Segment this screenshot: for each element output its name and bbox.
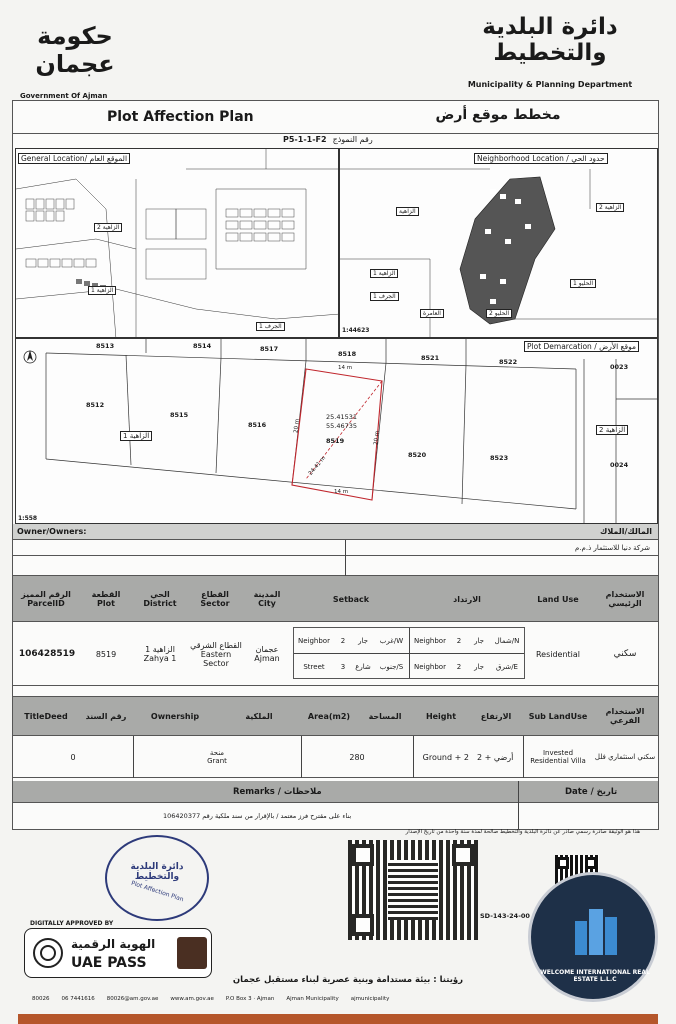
plot-number-label: 8521 bbox=[421, 354, 440, 362]
header-parcel-id-ar: الرقم المميز bbox=[21, 590, 71, 599]
title-arabic: مخطط موقع أرض bbox=[435, 107, 561, 123]
neighborhood-zone-tag: العامرة bbox=[420, 309, 444, 318]
gov-logo-arabic: حكومة عجمان bbox=[35, 22, 115, 78]
form-number-label: رقم النموذج bbox=[332, 135, 373, 144]
date-label: Date / تاريخ bbox=[565, 787, 618, 797]
header-parcel-id-en: ParcelID bbox=[27, 599, 65, 608]
header-district-ar: الحي bbox=[150, 590, 170, 599]
header-area-ar: المساحة bbox=[368, 711, 402, 721]
title-english: Plot Affection Plan bbox=[107, 109, 254, 125]
plot-affection-sheet bbox=[12, 100, 659, 830]
ownership-value-en: Grant bbox=[207, 757, 227, 765]
neighborhood-zone-tag: الجرف 1 bbox=[370, 292, 399, 301]
plot-number-label: 8513 bbox=[96, 342, 115, 350]
general-zone-tag: الزاهية 2 bbox=[94, 223, 122, 232]
plot-value: 8519 bbox=[95, 649, 117, 659]
header-plot-en: Plot bbox=[97, 599, 115, 608]
header-sub-land-use: Sub LandUse bbox=[528, 711, 588, 721]
sector-value-en: Eastern Sector bbox=[200, 649, 232, 668]
setback-type-ar: جار bbox=[474, 636, 484, 645]
header-height: Height bbox=[425, 711, 457, 721]
header-parcel-id bbox=[13, 576, 79, 622]
plot-number-label: 8519 bbox=[326, 437, 345, 445]
owner-spacer-row bbox=[13, 556, 658, 576]
dimension-label: 20 m bbox=[293, 418, 301, 434]
setback-meters: 2 bbox=[340, 636, 346, 645]
form-number bbox=[283, 135, 373, 144]
plot-number-label: 8522 bbox=[499, 358, 518, 366]
verification-qr-code bbox=[348, 840, 478, 940]
setback-type-ar: جار bbox=[358, 636, 368, 645]
general-location-label: General Location/ الموقع العام bbox=[18, 153, 130, 164]
plot-number-label: 8514 bbox=[193, 342, 212, 350]
header-area: Area(m2) bbox=[307, 711, 351, 721]
height-value-en: Ground + 2 bbox=[422, 752, 469, 762]
height-value-ar: أرضي + 2 bbox=[476, 752, 514, 762]
neighborhood-zone-tag: الزاهية 1 bbox=[370, 269, 398, 278]
stamp-text-english: Plot Affection Plan bbox=[129, 879, 185, 903]
general-zone-tag: الزاهية 1 bbox=[88, 286, 116, 295]
remarks-body bbox=[13, 803, 658, 829]
height-value bbox=[413, 736, 523, 778]
general-location-map bbox=[15, 148, 339, 338]
header-city-en: City bbox=[258, 599, 276, 608]
dimension-label: 24.41 m bbox=[307, 455, 328, 477]
department-mini-logo bbox=[177, 937, 207, 969]
setback-meters: 3 bbox=[340, 662, 346, 671]
area-value: 280 bbox=[349, 752, 365, 762]
city-value-en: Ajman bbox=[254, 654, 280, 663]
header-ownership-ar: الملكية bbox=[245, 711, 273, 721]
sector-value-ar: القطاع الشرقي bbox=[190, 640, 242, 650]
department-logo bbox=[450, 14, 650, 89]
owner-value-row bbox=[13, 540, 658, 556]
document-code: SD-143-24-00 bbox=[480, 912, 530, 920]
validity-note: هذا هو الوثيقة صادرة رسمي صادر عن دائرة البلدية والتخطيط صالحة لمدة سنة واحدة من تاريخ الإصدار bbox=[405, 829, 640, 835]
neighborhood-zone-tag: الزاهية 2 bbox=[596, 203, 624, 212]
header-sector-en: Sector bbox=[200, 599, 230, 608]
gov-logo-english: Government Of Ajman bbox=[20, 92, 108, 100]
setback-type: Neighbor bbox=[414, 662, 446, 671]
plot-number-label: 8515 bbox=[170, 411, 189, 419]
plot-number-label: 8523 bbox=[490, 454, 509, 462]
sector-value bbox=[189, 622, 243, 686]
header-land-use: Land Use bbox=[537, 594, 579, 604]
dimension-label: 14 m bbox=[334, 489, 349, 495]
footer-website[interactable]: www.am.gov.ae bbox=[170, 996, 214, 1002]
demarcation-scale: 1:558 bbox=[18, 515, 38, 522]
header-sub-land-use-ar bbox=[593, 696, 657, 736]
sub-land-use-value-ar: سكني استثماري فلل bbox=[594, 753, 656, 761]
dept-logo-arabic: دائرة البلدية والتخطيط bbox=[482, 14, 618, 66]
demarcation-zone-tag: الزاهية 1 bbox=[120, 431, 152, 441]
dept-logo-english: Municipality & Planning Department bbox=[467, 80, 633, 89]
setback-grid bbox=[293, 627, 525, 679]
header-plot bbox=[83, 576, 129, 622]
department-stamp bbox=[105, 835, 209, 921]
header-title-deed-ar: رقم السند bbox=[85, 711, 127, 721]
uae-pass-arabic: الهوية الرقمية bbox=[71, 937, 156, 951]
owner-name: شركة دنيا للاستثمار ذ.م.م bbox=[575, 544, 650, 552]
digital-approval-label: DIGITALLY APPROVED BY bbox=[30, 920, 114, 927]
header-district bbox=[131, 576, 189, 622]
plot-demarcation-map bbox=[15, 338, 658, 524]
plot-number-label: 8518 bbox=[338, 350, 357, 358]
plot-number-label: 8517 bbox=[260, 345, 279, 353]
plot-number-label: 8516 bbox=[248, 421, 267, 429]
footer-phone-2[interactable]: 06 7441616 bbox=[61, 996, 95, 1002]
land-use-value-ar: سكني bbox=[613, 649, 637, 659]
setback-direction: غرب/W bbox=[379, 636, 404, 645]
sub-land-use-value: Invested Residential Villa bbox=[530, 749, 586, 765]
header-ownership: Ownership bbox=[150, 711, 200, 721]
fingerprint-icon bbox=[33, 938, 63, 968]
footer-phone-1[interactable]: 80026 bbox=[32, 996, 50, 1002]
footer-pobox: P.O Box 3 · Ajman bbox=[225, 996, 275, 1002]
demarcation-drawing bbox=[16, 339, 658, 524]
neighborhood-zone-tag: الحليو 2 bbox=[486, 309, 512, 318]
uae-pass-english: UAE PASS bbox=[71, 955, 147, 971]
plot-demarcation-label: Plot Demarcation / موقع الأرض bbox=[524, 341, 639, 352]
header-land-use-ar bbox=[593, 576, 657, 622]
setback-type: Neighbor bbox=[298, 636, 330, 645]
plot-number-label: 8512 bbox=[86, 401, 105, 409]
city-value-ar: عجمان bbox=[255, 645, 279, 654]
plot-number-label: 8520 bbox=[408, 451, 427, 459]
header-sub-land-use-ar-line1: الاستخدام bbox=[605, 707, 645, 716]
neighborhood-zone-tag: الحليو 1 bbox=[570, 279, 596, 288]
plot-number-label: 0024 bbox=[610, 461, 629, 469]
setback-direction: شرق/E bbox=[496, 662, 518, 671]
district-value-en: Zahya 1 bbox=[143, 654, 177, 663]
real-estate-seal bbox=[528, 872, 658, 1002]
header-setback: Setback bbox=[332, 594, 370, 604]
owner-header bbox=[13, 524, 658, 540]
footer-contact-bar bbox=[32, 993, 542, 1005]
demarcation-zone-tag: الزاهية 2 bbox=[596, 425, 628, 435]
dimension-label: 20 m bbox=[373, 430, 381, 446]
seal-text: WELCOME INTERNATIONAL REAL ESTATE L.L.C bbox=[540, 969, 650, 984]
ownership-value-ar: منحة bbox=[209, 749, 225, 757]
vision-statement: رؤيتنا : بيئة مستدامة وبنية عصرية لبناء مستقبل عجمان bbox=[232, 975, 464, 985]
setback-direction: شمال/N bbox=[494, 636, 520, 645]
header-land-use-ar-line1: الاستخدام bbox=[605, 590, 645, 599]
header-title-deed: TitleDeed bbox=[24, 711, 68, 721]
setback-type: Neighbor bbox=[414, 636, 446, 645]
district-value-ar: الزاهية 1 bbox=[145, 645, 175, 654]
footer-social-1[interactable]: Ajman Municipality bbox=[286, 996, 339, 1002]
owner-label-ar: المالك/الملاك bbox=[599, 527, 652, 536]
setback-type-ar: شارع bbox=[355, 662, 371, 671]
remarks-label: Remarks / ملاحظات bbox=[233, 787, 322, 797]
header-district-en: District bbox=[143, 599, 177, 608]
ownership-value bbox=[133, 736, 301, 778]
footer-email[interactable]: 80026@am.gov.ae bbox=[106, 996, 159, 1002]
neighborhood-label-text: Neighborhood Location / حدود الحي bbox=[477, 154, 605, 163]
district-value bbox=[131, 622, 189, 686]
footer-pattern-bar bbox=[18, 1014, 658, 1024]
header-plot-ar: القطعة bbox=[91, 590, 121, 599]
uae-pass-badge bbox=[24, 928, 212, 978]
neighborhood-scale: 1:44623 bbox=[342, 327, 370, 334]
neighborhood-zone-tag: الزاهية bbox=[396, 207, 419, 216]
government-logo bbox=[20, 22, 130, 100]
setback-type-ar: جار bbox=[474, 662, 484, 671]
land-use-value: Residential bbox=[535, 649, 581, 659]
title-deed-value: 0 bbox=[70, 752, 76, 762]
header-city bbox=[243, 576, 291, 622]
header-setback-ar: الارتداد bbox=[453, 594, 481, 604]
owner-label-en: Owner/Owners: bbox=[17, 527, 87, 536]
header-land-use-ar-line2: الرئيسي bbox=[608, 599, 642, 608]
title-bar bbox=[13, 101, 658, 134]
footer-social-2[interactable]: ajmunicipality bbox=[350, 996, 390, 1002]
remarks-text: بناء على مقترح فرز معتمد / بالإقرار من سند ملكية رقم 106420377 bbox=[163, 812, 352, 820]
setback-type: Street bbox=[303, 662, 325, 671]
setback-direction: جنوب/S bbox=[379, 662, 404, 671]
plot-coordinate-e: 55.46735 bbox=[326, 422, 358, 430]
dimension-label: 14 m bbox=[338, 365, 353, 371]
setback-meters: 2 bbox=[456, 662, 462, 671]
parcel-id-value: 106428519 bbox=[18, 649, 76, 659]
plot-number-label: 0023 bbox=[610, 363, 629, 371]
remarks-header bbox=[13, 781, 658, 803]
city-value bbox=[243, 622, 291, 686]
general-map-drawing bbox=[16, 149, 339, 338]
header-sub-land-use-ar-line2: الفرعي bbox=[609, 716, 641, 725]
general-zone-tag: الجرف 1 bbox=[256, 322, 285, 331]
header-city-ar: المدينة bbox=[253, 590, 281, 599]
setback-meters: 2 bbox=[456, 636, 462, 645]
stamp-text-arabic: دائرة البلدية والتخطيط bbox=[130, 861, 184, 882]
header-sector-ar: القطاع bbox=[201, 590, 229, 599]
header-height-ar: الارتفاع bbox=[480, 711, 512, 721]
header-sector bbox=[189, 576, 241, 622]
neighborhood-location-map bbox=[339, 148, 658, 338]
form-number-value: P5-1-1-F2 bbox=[283, 135, 327, 144]
plot-coordinate-n: 25.41531 bbox=[326, 413, 358, 421]
building-icon bbox=[571, 905, 621, 955]
